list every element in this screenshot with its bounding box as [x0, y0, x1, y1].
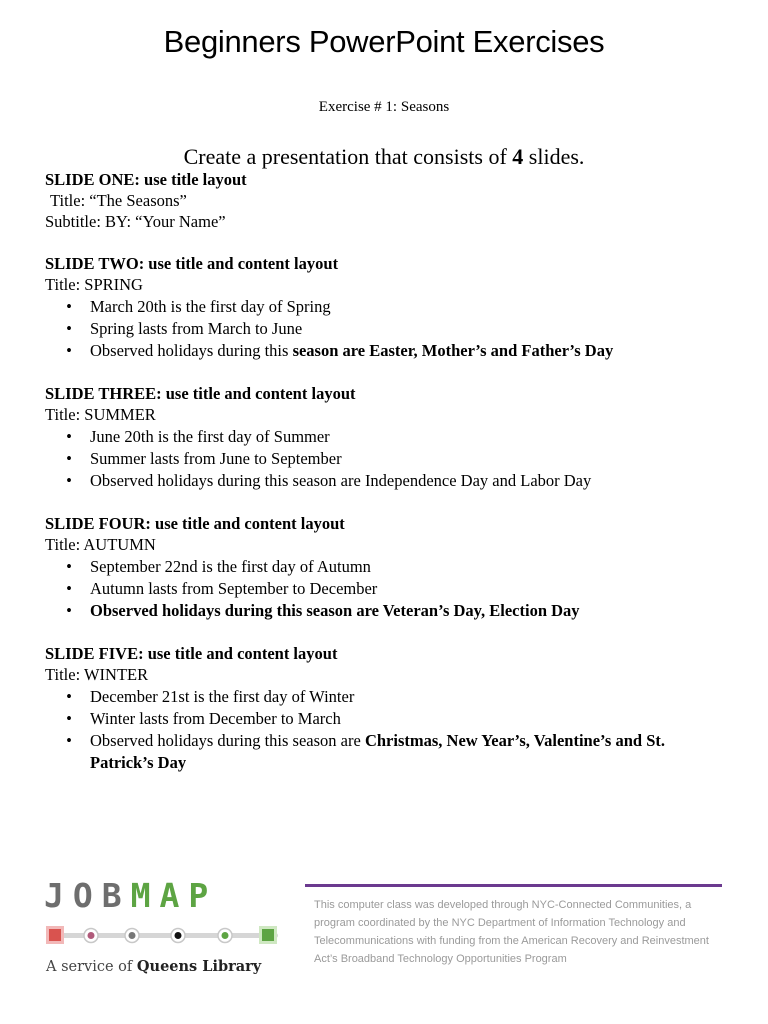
footer-divider: [305, 884, 722, 887]
logo-map: MAP: [130, 876, 218, 915]
bullet-icon: •: [66, 471, 72, 490]
bullet-icon: •: [66, 319, 72, 338]
slide-five-bullets: [45, 686, 735, 774]
list-item: [45, 448, 735, 470]
slide-four-section: [45, 513, 735, 622]
bullet-text-bold: Christmas, New Year’s, Valentine’s and St. Patrick’s Day: [90, 731, 666, 772]
slide-one-subtitle: Subtitle: BY: “Your Name”: [45, 212, 226, 231]
bullet-icon: •: [66, 579, 72, 598]
bullet-icon: •: [66, 687, 72, 706]
slide-five-heading: SLIDE FIVE: use title and content layout: [45, 644, 338, 663]
bullet-icon: •: [66, 427, 72, 446]
list-item: [45, 426, 735, 448]
slide-two-title: Title: SPRING: [45, 275, 143, 294]
bullet-icon: •: [66, 449, 72, 468]
slide-two-section: [45, 253, 735, 362]
slide-three-bullets: [45, 426, 735, 492]
logo-wordmark: [44, 876, 284, 916]
intro-count: 4: [512, 144, 524, 169]
tagline-pre: A service of: [46, 959, 137, 975]
slide-one-title: Title: “The Seasons”: [50, 191, 187, 210]
slide-two-heading: SLIDE TWO: use title and content layout: [45, 254, 339, 273]
logo-job: JOB: [44, 876, 131, 915]
slide-one-section: [45, 169, 735, 232]
bullet-icon: •: [66, 297, 72, 316]
bullet-text: March 20th is the first day of Spring: [90, 297, 331, 316]
bullet-text: Autumn lasts from September to December: [90, 579, 378, 598]
slide-four-title: Title: AUTUMN: [45, 535, 156, 554]
page-title: Beginners PowerPoint Exercises: [163, 24, 605, 59]
footer-credit: This computer class was developed through NYC-Connected Communities, a program coordinated by the NYC Department of Information Technology and Telecommunications with funding from the American Recovery and Reinvestment Act’s Broadband Technology Opportunities Program: [314, 899, 709, 965]
list-item: [45, 470, 735, 492]
bullet-text: Spring lasts from March to June: [90, 319, 303, 338]
logo-tagline: [46, 958, 261, 975]
list-item: [45, 340, 735, 362]
bullet-text: Winter lasts from December to March: [90, 709, 341, 728]
intro-text: [0, 143, 768, 171]
list-item: [45, 686, 735, 708]
bullet-icon: •: [66, 341, 72, 360]
bullet-text: September 22nd is the first day of Autumn: [90, 557, 371, 576]
slide-five-section: [45, 643, 735, 774]
slide-five-title: Title: WINTER: [45, 665, 149, 684]
exercise-content: [45, 169, 735, 795]
list-item: [45, 730, 735, 774]
bullet-icon: •: [66, 601, 72, 620]
slide-four-bullets: [45, 556, 735, 622]
intro-pre: Create a presentation that consists of: [183, 144, 513, 169]
slide-two-bullets: [45, 296, 735, 362]
list-item: [45, 578, 735, 600]
bullet-text: Observed holidays during this season are: [90, 731, 365, 750]
slide-three-heading: SLIDE THREE: use title and content layout: [45, 384, 356, 403]
slide-four-heading: SLIDE FOUR: use title and content layout: [45, 514, 345, 533]
bullet-text: Observed holidays during this season are Independence Day and Labor Day: [90, 471, 592, 490]
bullet-icon: •: [66, 557, 72, 576]
slide-three-section: [45, 383, 735, 492]
bullet-text-bold: season are Easter, Mother’s and Father’s Day: [292, 341, 614, 360]
jobmap-logo: [44, 876, 284, 986]
bullet-text: Summer lasts from June to September: [90, 449, 342, 468]
tagline-queens-library: Queens Library: [136, 958, 262, 975]
bullet-icon: •: [66, 709, 72, 728]
list-item: [45, 708, 735, 730]
list-item: [45, 600, 735, 622]
slide-one-heading: SLIDE ONE: use title layout: [45, 170, 247, 189]
slide-three-title: Title: SUMMER: [45, 405, 156, 424]
bullet-text-bold: Observed holidays during this season are Veteran’s Day, Election Day: [90, 601, 580, 620]
list-item: [45, 318, 735, 340]
list-item: [45, 296, 735, 318]
bullet-text: June 20th is the first day of Summer: [90, 427, 330, 446]
exercise-label: Exercise # 1: Seasons: [318, 99, 450, 115]
list-item: [45, 556, 735, 578]
bullet-icon: •: [66, 731, 72, 750]
bullet-text: December 21st is the first day of Winter: [90, 687, 355, 706]
intro-post: slides.: [523, 144, 585, 169]
bullet-text: Observed holidays during this: [90, 341, 293, 360]
logo-track-icon: [44, 922, 284, 952]
